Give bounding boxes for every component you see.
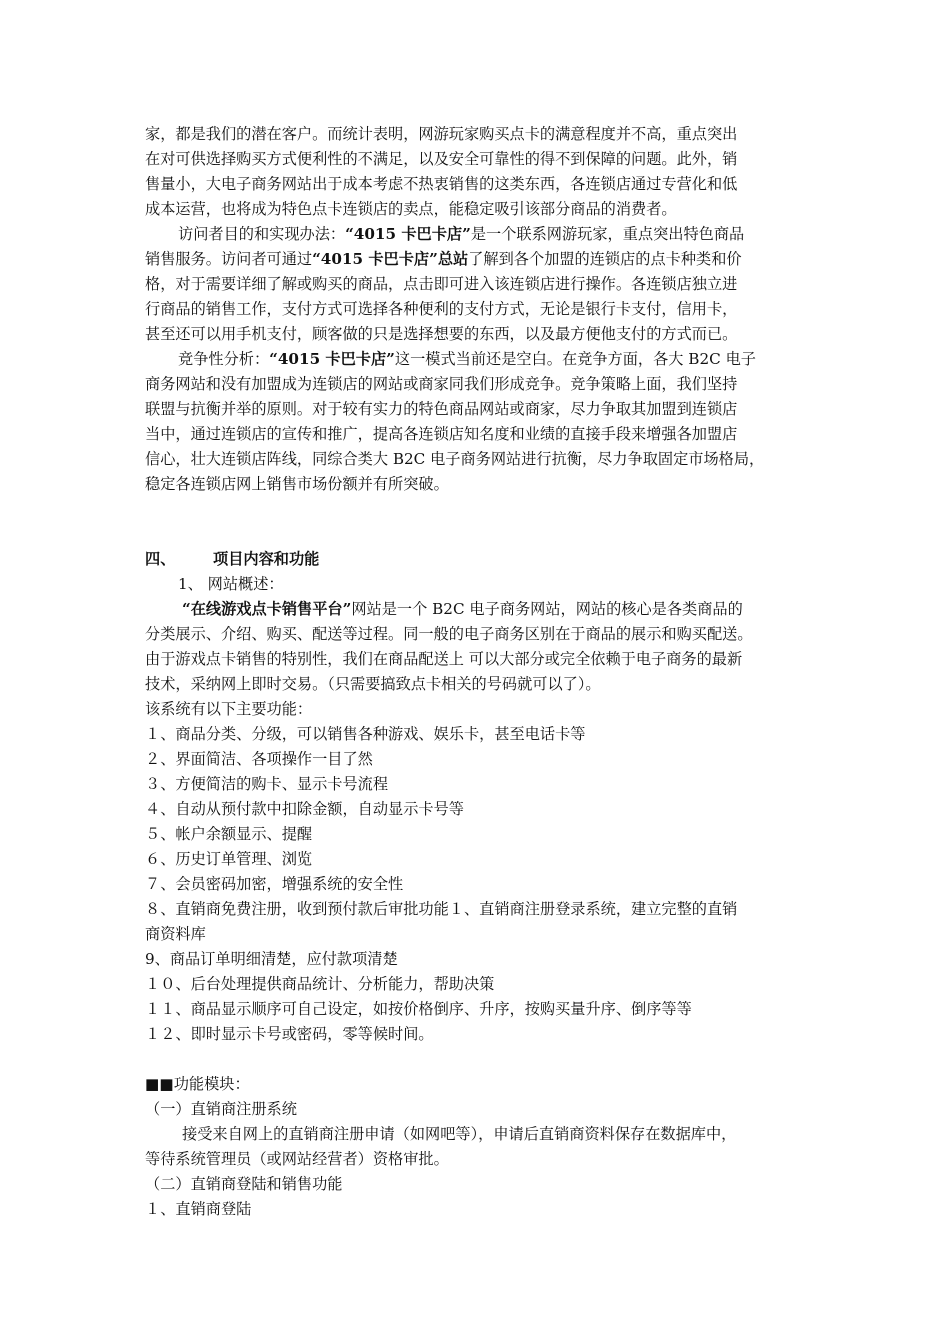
store-name-bold: “4015 卡巴卡店” [269, 350, 395, 368]
modules-section [145, 1072, 825, 1222]
module-title: （二）直销商登陆和销售功能 [145, 1175, 343, 1193]
spacer [145, 497, 825, 547]
document-page [145, 122, 825, 1222]
list-item: １０、后台处理提供商品统计、分析能力，帮助决策 [145, 975, 495, 993]
text-line: 当中，通过连锁店的宣传和推广，提高各连锁店知名度和业绩的直接手段来增强各加盟店 [145, 425, 738, 443]
features-intro: 该系统有以下主要功能： [145, 700, 313, 718]
text-line: 售量小，大电子商务网站出于成本考虑不热衷销售的这类东西，各连锁店通过专营化和低 [145, 175, 738, 193]
store-name-bold: “4015 卡巴卡店”总站 [312, 250, 469, 268]
spacer [145, 1047, 825, 1072]
text-line [145, 347, 825, 372]
modules-header: ■■功能模块： [145, 1075, 250, 1093]
text-line: 商务网站和没有加盟成为连锁店的网站或商家同我们形成竞争。竞争策略上面，我们坚持 [145, 375, 738, 393]
list-item: １、直销商登陆 [145, 1200, 252, 1218]
list-item: ５、帐户余额显示、提醒 [145, 825, 313, 843]
store-name-bold: “4015 卡巴卡店” [345, 225, 471, 243]
subheading: 1、 网站概述： [178, 575, 284, 593]
list-item: ７、会员密码加密，增强系统的安全性 [145, 875, 404, 893]
section-number: 四、 [145, 550, 176, 568]
text-run: 访问者目的和实现办法： [178, 225, 346, 243]
paragraph-overview [145, 597, 825, 697]
text-run: 了解到各个加盟的连锁店的点卡种类和价 [468, 250, 742, 268]
list-item: １２、即时显示卡号或密码，零等候时间。 [145, 1025, 434, 1043]
list-item: 商资料库 [145, 925, 206, 943]
list-item: １、商品分类、分级，可以销售各种游戏、娱乐卡，甚至电话卡等 [145, 725, 586, 743]
text-line: 联盟与抗衡并举的原则。对于较有实力的特色商品网站或商家，尽力争取其加盟到连锁店 [145, 400, 738, 418]
list-item: １１、商品显示顺序可自己设定，如按价格倒序、升序，按购买量升序、倒序等等 [145, 1000, 692, 1018]
text-run: 销售服务。访问者可通过 [145, 250, 313, 268]
paragraph-market-analysis [145, 122, 825, 222]
text-line: 分类展示、介绍、购买、配送等过程。同一般的电子商务区别在于商品的展示和购买配送。 [145, 625, 753, 643]
text-line: 家，都是我们的潜在客户。而统计表明，网游玩家购买点卡的满意程度并不高，重点突出 [145, 125, 738, 143]
text-run: 竞争性分析： [178, 350, 270, 368]
module-title: （一）直销商注册系统 [145, 1100, 297, 1118]
text-line: 技术，采纳网上即时交易。（只需要搞致点卡相关的号码就可以了）。 [145, 675, 601, 693]
features-list [145, 722, 825, 1047]
list-item: ３、方便简洁的购卡、显示卡号流程 [145, 775, 388, 793]
platform-name-bold: “在线游戏点卡销售平台” [182, 600, 352, 618]
list-item: ６、历史订单管理、浏览 [145, 850, 313, 868]
text-line: 稳定各连锁店网上销售市场份额并有所突破。 [145, 475, 449, 493]
paragraph-visitor-goals [145, 222, 825, 347]
section-heading [145, 547, 825, 572]
text-line: 等待系统管理员（或网站经营者）资格审批。 [145, 1150, 449, 1168]
text-run: 这一模式当前还是空白。在竞争方面，各大 B2C 电子 [394, 350, 756, 368]
text-line: 格，对于需要详细了解或购买的商品，点击即可进入该连锁店进行操作。各连锁店独立进 [145, 275, 738, 293]
text-line: 成本运营，也将成为特色点卡连锁店的卖点，能稳定吸引该部分商品的消费者。 [145, 200, 677, 218]
text-line: 行商品的销售工作，支付方式可选择各种便利的支付方式，无论是银行卡支付，信用卡， [145, 300, 738, 318]
text-line: 接受来自网上的直销商注册申请（如网吧等），申请后直销商资料保存在数据库中， [182, 1125, 737, 1143]
list-item: ８、直销商免费注册，收到预付款后审批功能１、直销商注册登录系统，建立完整的直销 [145, 900, 738, 918]
text-run: 网站是一个 B2C 电子商务网站，网站的核心是各类商品的 [351, 600, 743, 618]
list-item: 9、商品订单明细清楚，应付款项清楚 [145, 950, 398, 968]
text-run: 是一个联系网游玩家，重点突出特色商品 [470, 225, 745, 243]
text-line: 在对可供选择购买方式便利性的不满足，以及安全可靠性的得不到保障的问题。此外，销 [145, 150, 738, 168]
paragraph-competition [145, 347, 825, 497]
text-line [145, 597, 825, 622]
text-line [145, 247, 825, 272]
section-title: 项目内容和功能 [213, 550, 320, 568]
list-item: ２、界面简洁、各项操作一目了然 [145, 750, 373, 768]
text-line: 甚至还可以用手机支付，顾客做的只是选择想要的东西，以及最方便他支付的方式而已。 [145, 325, 738, 343]
text-line: 由于游戏点卡销售的特别性，我们在商品配送上 可以大部分或完全依赖于电子商务的最新 [145, 650, 743, 668]
text-line [145, 222, 825, 247]
text-line: 信心，壮大连锁店阵线，同综合类大 B2C 电子商务网站进行抗衡，尽力争取固定市场格局， [145, 450, 765, 468]
list-item: ４、自动从预付款中扣除金额，自动显示卡号等 [145, 800, 464, 818]
